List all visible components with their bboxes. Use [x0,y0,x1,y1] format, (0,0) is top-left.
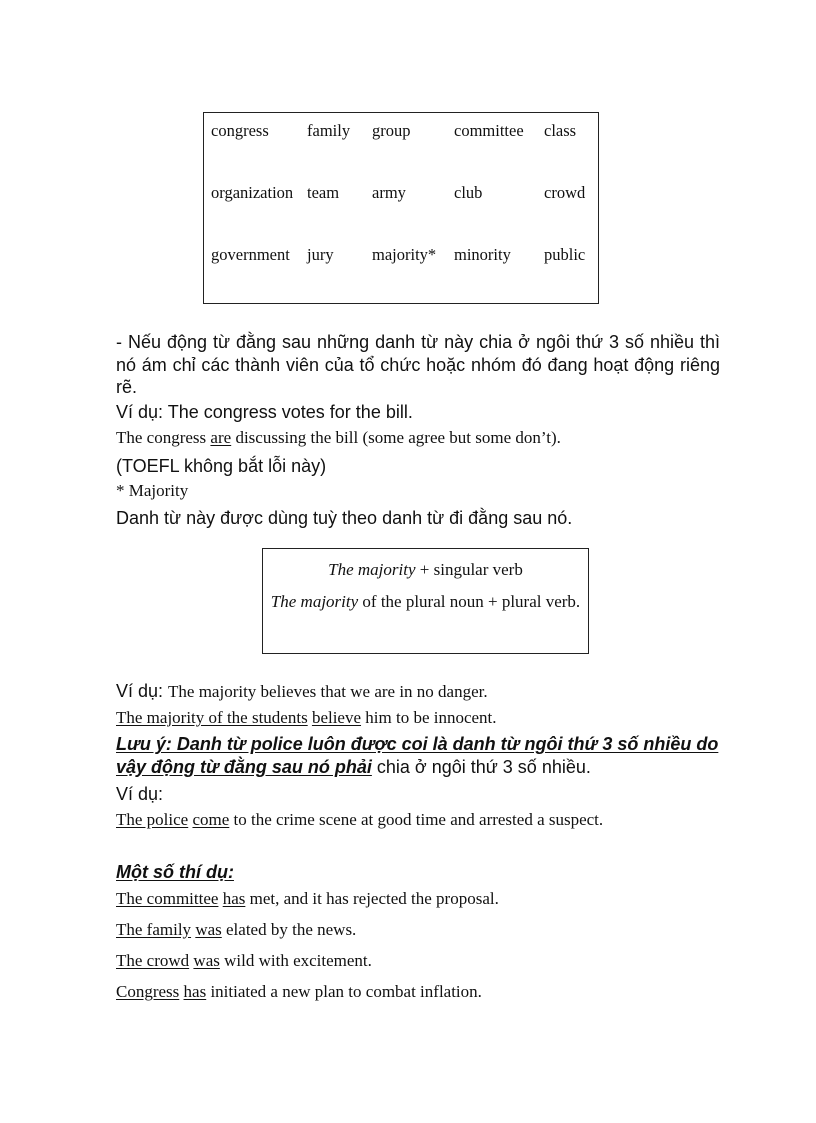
examples-heading [116,861,720,884]
list-item [116,981,720,1003]
table-cell: team [307,183,340,202]
table-cell: crowd [544,183,586,202]
table-cell: club [454,183,483,202]
table-cell: jury [307,245,334,264]
sentence-part: him to be innocent. [361,708,497,727]
example-label: Ví dụ: [116,681,169,701]
rule-line-plural [263,586,588,618]
majority-example-singular [116,680,720,703]
rule-text: + singular verb [415,560,523,579]
table-cell: public [544,245,586,264]
table-cell: organization [211,183,294,202]
table-cell: government [211,245,290,264]
sentence-part: met, and it has rejected the proposal. [245,889,499,908]
majority-rule-box [262,548,589,654]
underlined-verb: believe [311,708,362,727]
majority-heading: * Majority [116,481,189,500]
underlined-verb: come [192,810,230,829]
police-note-emphasis: Lưu ý: Danh từ police luôn được coi là danh từ ngôi thứ 3 số nhiều do vậy động từ đằng sau nó phải [116,734,719,777]
example-sentence: The majority believes that we are in no danger. [168,682,488,701]
table-cell: majority* [372,245,437,264]
rule-term: The majority [328,560,416,579]
table-cell: committee [454,121,524,140]
underlined-verb: are [210,428,232,447]
plural-verb-rule: - Nếu động từ đằng sau những danh từ này chia ở ngôi thứ 3 số nhiều thì nó ám chỉ các thành viên của tổ chức hoặc nhóm đó đang hoạt động riêng rẽ. [116,332,720,397]
example-label: Ví dụ: [116,402,168,422]
list-item [116,919,720,941]
underlined-subject: The committee [116,889,219,908]
underlined-verb: has [183,982,207,1001]
underlined-subject: The crowd [116,951,190,970]
toefl-note: (TOEFL không bắt lỗi này) [116,456,327,476]
majority-description: Danh từ này được dùng tuỳ theo danh từ đi đằng sau nó. [116,508,573,528]
majority-example-plural [116,707,720,729]
example-congress-are [116,427,720,449]
sentence-part: elated by the news. [221,920,357,939]
table-cell: minority [454,245,511,264]
sentence-part: The congress [116,428,211,447]
underlined-verb: was [195,920,222,939]
list-item [116,950,720,972]
underlined-verb: has [222,889,246,908]
rule-line-singular [263,554,588,586]
sentence-part: discussing the bill (some agree but some don’t). [231,428,561,447]
rule-text: of the plural noun + plural verb. [358,592,581,611]
table-cell: army [372,183,406,202]
underlined-subject: The majority of the students [116,708,308,727]
underlined-subject: The police [116,810,189,829]
police-note-rest: chia ở ngôi thứ 3 số nhiều. [371,756,591,777]
police-example-label: Ví dụ: [116,784,164,804]
list-item [116,888,720,910]
example-sentence: The congress votes for the bill. [167,402,413,422]
sentence-part: to the crime scene at good time and arrested a suspect. [229,810,604,829]
rule-term: The majority [270,592,359,611]
table-cell: group [372,121,411,140]
table-cell: family [307,121,351,140]
underlined-subject: The family [116,920,192,939]
example-congress-votes [116,401,720,424]
collective-noun-table [203,112,599,304]
underlined-subject: Congress [116,982,180,1001]
examples-heading-text: Một số thí dụ: [116,862,234,882]
table-cell: class [544,121,577,140]
table-cell: congress [211,121,269,140]
police-example [116,809,720,831]
police-note [116,733,720,778]
underlined-verb: was [193,951,220,970]
sentence-part: initiated a new plan to combat inflation. [206,982,482,1001]
sentence-part: wild with excitement. [219,951,372,970]
